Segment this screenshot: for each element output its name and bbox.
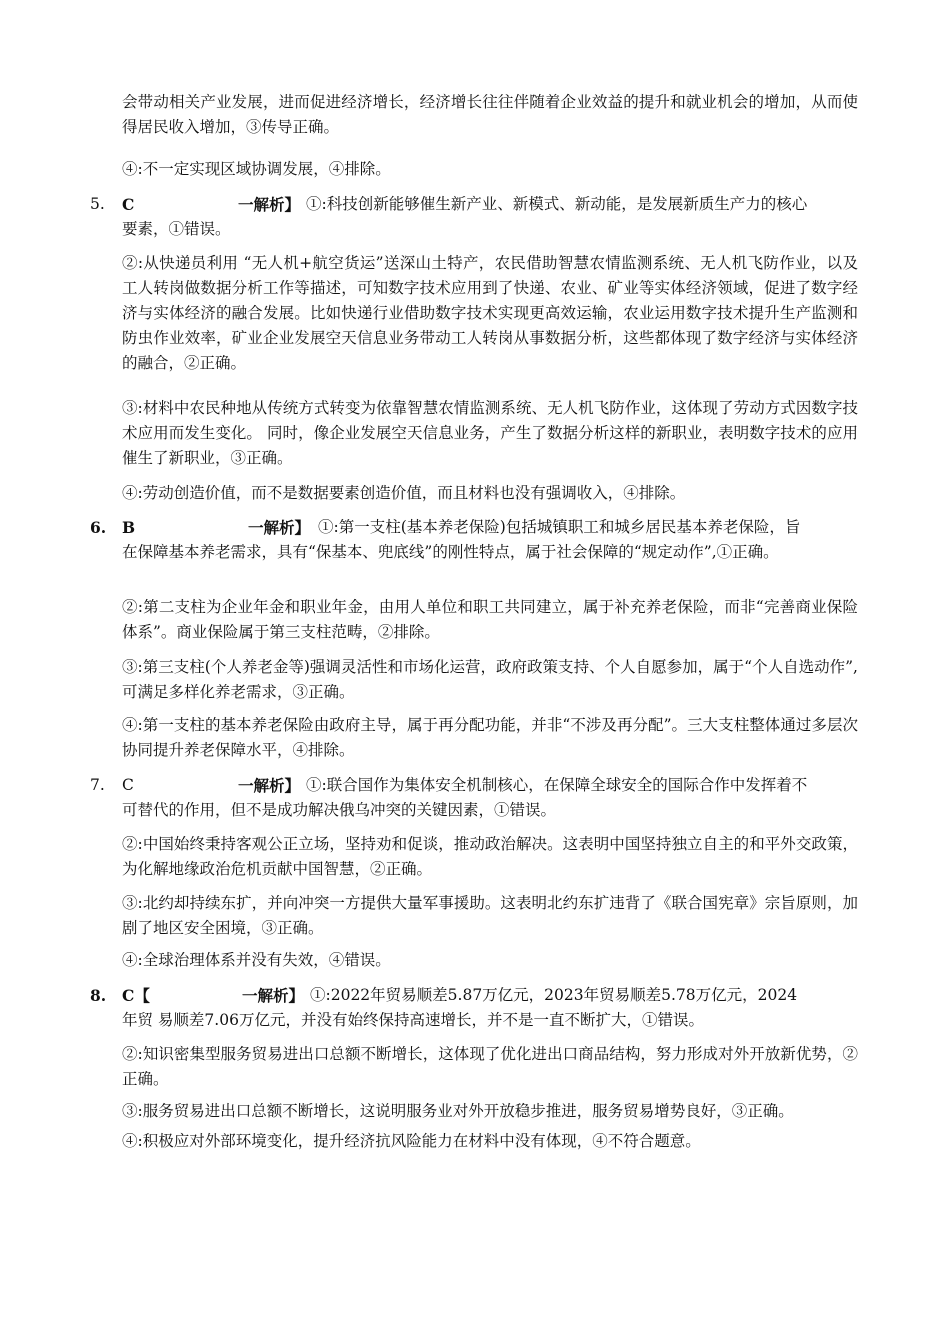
question-5-first-line: ①:科技创新能够催生新产业、新模式、新动能，是发展新质生产力的核心 (306, 195, 808, 213)
question-7-paragraph-4: ④:全球治理体系并没有失效，④错误。 (122, 951, 391, 969)
question-6-number: 6. (90, 518, 107, 537)
question-8-header (90, 983, 860, 1009)
question-7-answer: C (122, 776, 134, 794)
continuation-paragraph-1: 会带动相关产业发展，进而促进经济增长，经济增长往往伴随着企业效益的提升和就业机会的增加，从而使得居民收入增加，③传导正确。 (122, 93, 858, 136)
question-8-first-line: ①:2022年贸易顺差5.87万亿元，2023年贸易顺差5.78万亿元，2024 (310, 986, 798, 1004)
question-6-answer: B (122, 518, 136, 537)
question-6-paragraph-3: ③:第三支柱(个人养老金等)强调灵活性和市场化运营，政府政策支持、个人自愿参加，属于“个人自选动作”,可满足多样化养老需求，③正确。 (122, 658, 858, 701)
question-5-paragraph-2: ②:从快递员利用 “无人机+航空货运”送深山土特产，农民借助智慧农情监测系统、无人机飞防作业，以及工人转岗做数据分析工作等描述，可知数字技术应用到了快递、农业、矿业等实体经济领域，促进了数字经济与实体经济的融合发展。比如快递行业借助数字技术实现更高效运输，农业运用数字技术提升生产监测和防虫作业效率，矿业企业发展空天信息业务带动工人转岗从事数据分析，这些都体现了数字经济与实体经济的融合，②正确。 (122, 254, 858, 372)
question-5-answer: C (122, 195, 135, 214)
question-8-first-cont: 年贸 易顺差7.06万亿元，并没有始终保持高速增长，并不是一直不断扩大，①错误。 (122, 1011, 704, 1029)
question-8-number: 8. (90, 986, 107, 1005)
question-7-header (90, 773, 860, 799)
question-5-paragraph-3: ③:材料中农民种地从传统方式转变为依靠智慧农情监测系统、无人机飞防作业，这体现了劳动方式因数字技术应用而发生变化。 同时，像企业发展空天信息业务，产生了数据分析这样的新职业，表明数字技术的应用催生了新职业，③正确。 (122, 399, 858, 467)
continuation-paragraph-2: ④:不一定实现区域协调发展，④排除。 (122, 160, 391, 178)
question-8-analysis-tag: 一解析】 (242, 986, 305, 1005)
question-6-analysis-tag: 一解析】 (248, 518, 311, 537)
question-5-paragraph-4: ④:劳动创造价值，而不是数据要素创造价值，而且材料也没有强调收入，④排除。 (122, 484, 686, 502)
question-7-paragraph-2: ②:中国始终秉持客观公正立场，坚持劝和促谈，推动政治解决。这表明中国坚持独立自主的和平外交政策，为化解地缘政治危机贡献中国智慧，②正确。 (122, 835, 858, 878)
question-5-number: 5. (90, 195, 105, 213)
question-7-paragraph-3: ③:北约却持续东扩，并向冲突一方提供大量军事援助。这表明北约东扩违背了《联合国宪章》宗旨原则，加剧了地区安全困境，③正确。 (122, 894, 858, 937)
question-7-first-line: ①:联合国作为集体安全机制核心，在保障全球安全的国际合作中发挥着不 (306, 776, 808, 794)
question-5-header (90, 192, 860, 218)
question-8-paragraph-4: ④:积极应对外部环境变化，提升经济抗风险能力在材料中没有体现，④不符合题意。 (122, 1132, 701, 1150)
question-7-first-cont: 可替代的作用，但不是成功解决俄乌冲突的关键因素，①错误。 (122, 801, 557, 819)
question-7-analysis-tag: 一解析】 (238, 776, 301, 795)
question-6-first-line: ①:第一支柱(基本养老保险)包括城镇职工和城乡居民基本养老保险，旨 (318, 518, 801, 536)
question-8-answer: C【 (122, 986, 150, 1005)
question-6-paragraph-2: ②:第二支柱为企业年金和职业年金，由用人单位和职工共同建立，属于补充养老保险，而非“完善商业保险体系”。商业保险属于第三支柱范畴，②排除。 (122, 598, 858, 641)
question-5-analysis-tag: 一解析】 (238, 195, 301, 214)
question-8-paragraph-3: ③:服务贸易进出口总额不断增长，这说明服务业对外开放稳步推进，服务贸易增势良好，③正确。 (122, 1102, 794, 1120)
question-7-number: 7. (90, 776, 105, 794)
question-6-paragraph-4: ④:第一支柱的基本养老保险由政府主导，属于再分配功能，并非“不涉及再分配”。三大支柱整体通过多层次协同提升养老保障水平，④排除。 (122, 716, 858, 759)
question-5-first-cont: 要素，①错误。 (122, 220, 231, 238)
question-6-first-cont: 在保障基本养老需求，具有“保基本、兜底线”的刚性特点，属于社会保障的“规定动作”,①正确。 (122, 543, 779, 561)
question-8-paragraph-2: ②:知识密集型服务贸易进出口总额不断增长，这体现了优化进出口商品结构，努力形成对外开放新优势，②正确。 (122, 1045, 858, 1088)
question-6-header (90, 515, 860, 541)
